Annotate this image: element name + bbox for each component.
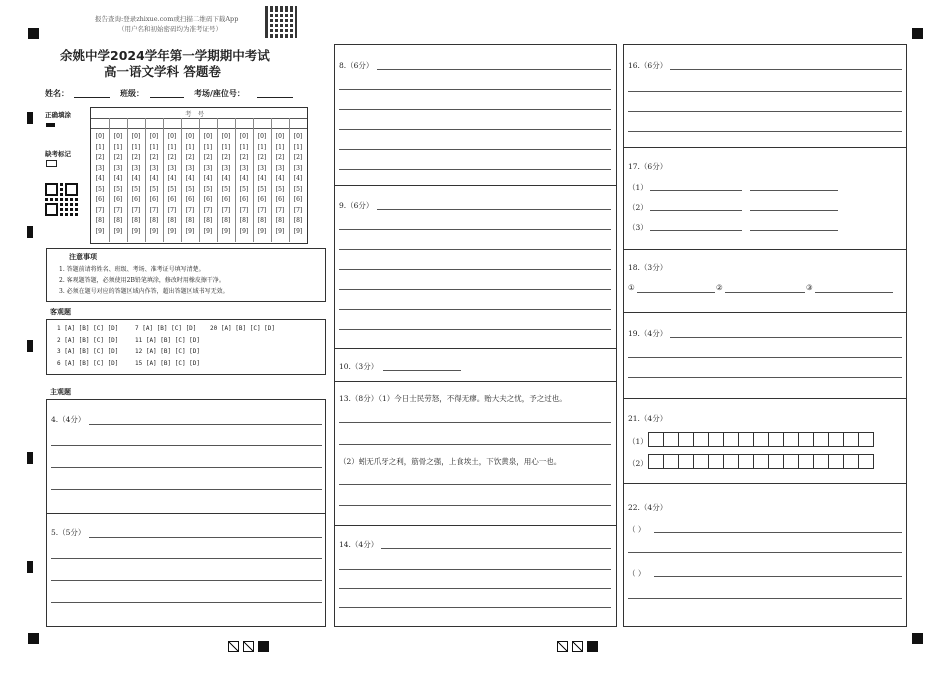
exam-number-digit-column[interactable]	[218, 132, 234, 237]
digit-bubble[interactable]: [9]	[167, 227, 177, 235]
character-cell[interactable]	[798, 432, 814, 447]
digit-bubble[interactable]: [8]	[203, 217, 213, 224]
digit-bubble[interactable]: [1]	[221, 143, 231, 151]
digit-bubble[interactable]: [9]	[131, 227, 141, 235]
answer-line[interactable]	[628, 552, 902, 553]
character-cell[interactable]	[723, 454, 739, 469]
digit-bubble[interactable]: [6]	[293, 196, 303, 203]
answer-box-q4	[46, 399, 326, 514]
character-cell[interactable]	[663, 432, 679, 447]
corner-marker-bottom-right	[912, 633, 923, 644]
note-item: 1. 答题前请将姓名、班级、考场、准考证号填写清楚。	[59, 266, 205, 273]
exam-number-digit-column[interactable]	[290, 132, 306, 237]
digit-bubble[interactable]: [1]	[113, 143, 123, 151]
corner-marker-top-right	[912, 28, 923, 39]
digit-bubble[interactable]: [5]	[113, 185, 123, 193]
digit-bubble[interactable]: [7]	[293, 206, 303, 214]
digit-bubble[interactable]: [2]	[131, 154, 141, 161]
answer-box-q21	[623, 398, 907, 484]
digit-bubble[interactable]: [0]	[167, 133, 177, 140]
digit-bubble[interactable]: [8]	[275, 217, 285, 224]
character-cell[interactable]	[693, 432, 709, 447]
digit-bubble[interactable]: [3]	[149, 164, 159, 172]
digit-bubble[interactable]: [6]	[113, 196, 123, 203]
digit-bubble[interactable]: [1]	[257, 143, 267, 151]
objective-section-title: 客观题	[50, 308, 71, 316]
answer-line[interactable]	[377, 69, 611, 70]
digit-bubble[interactable]: [6]	[185, 196, 195, 203]
digit-bubble[interactable]: [2]	[149, 154, 159, 161]
answer-line[interactable]	[383, 370, 461, 371]
answer-line[interactable]	[654, 532, 902, 533]
digit-bubble[interactable]: [5]	[149, 185, 159, 193]
choice-item[interactable]: 7 [A] [B] [C] [D]	[135, 325, 197, 332]
exam-number-digit-column[interactable]	[200, 132, 216, 237]
notes-box	[46, 248, 326, 302]
digit-bubble[interactable]: [5]	[293, 185, 303, 193]
digit-bubble[interactable]: [5]	[203, 185, 213, 193]
digit-bubble[interactable]: [9]	[149, 227, 159, 235]
digit-bubble[interactable]: [2]	[95, 154, 105, 161]
question-10-label: 10.（3分）	[339, 362, 379, 371]
answer-line[interactable]	[725, 292, 805, 293]
digit-bubble[interactable]: [2]	[167, 154, 177, 161]
digit-bubble[interactable]: [0]	[257, 133, 267, 140]
correct-fill-label: 正确填涂	[45, 111, 71, 119]
character-cell[interactable]	[753, 432, 769, 447]
question-17-sub-2: （2）	[628, 203, 648, 212]
character-cell[interactable]	[768, 432, 784, 447]
answer-line[interactable]	[628, 357, 902, 358]
digit-bubble[interactable]: [8]	[113, 217, 123, 224]
digit-bubble[interactable]: [3]	[131, 164, 141, 172]
digit-bubble[interactable]: [1]	[239, 143, 249, 151]
answer-line[interactable]	[339, 249, 611, 250]
digit-bubble[interactable]: [0]	[95, 133, 105, 140]
digit-bubble[interactable]: [3]	[275, 164, 285, 172]
question-13-part-2: （2）蚓无爪牙之利，筋骨之强，上食埃土，下饮黄泉，用心一也。	[339, 457, 562, 466]
answer-box-q13	[334, 381, 617, 526]
answer-line[interactable]	[339, 89, 611, 90]
objective-answers-box	[46, 319, 326, 375]
question-5-label: 5.（5分）	[51, 528, 86, 537]
character-cell[interactable]	[753, 454, 769, 469]
character-cell[interactable]	[663, 454, 679, 469]
digit-bubble[interactable]: [4]	[203, 175, 213, 182]
answer-line[interactable]	[339, 484, 611, 485]
answer-line[interactable]	[339, 169, 611, 170]
character-cell[interactable]	[738, 432, 754, 447]
answer-line[interactable]	[51, 602, 322, 603]
character-cell[interactable]	[708, 432, 724, 447]
digit-bubble[interactable]: [7]	[221, 206, 231, 214]
character-cell[interactable]	[738, 454, 754, 469]
digit-bubble[interactable]: [3]	[293, 164, 303, 172]
question-19-label: 19.（4分）	[628, 329, 668, 338]
character-cell[interactable]	[813, 432, 829, 447]
room-field-label: 考场/座位号：	[194, 89, 245, 98]
digit-bubble[interactable]: [4]	[275, 175, 285, 182]
note-item: 3. 必须在题号对应的答题区域内作答，超出答题区域书写无效。	[59, 288, 229, 295]
answer-box-q22	[623, 483, 907, 627]
digit-bubble[interactable]: [3]	[203, 164, 213, 172]
choice-item[interactable]: 1 [A] [B] [C] [D]	[57, 325, 119, 332]
digit-bubble[interactable]: [2]	[113, 154, 123, 161]
digit-bubble[interactable]: [4]	[95, 175, 105, 182]
answer-box-q8	[334, 44, 617, 186]
answer-box-q18	[623, 249, 907, 313]
digit-bubble[interactable]: [4]	[167, 175, 177, 182]
character-cell[interactable]	[783, 432, 799, 447]
question-21-label: 21.（4分）	[628, 414, 668, 423]
digit-bubble[interactable]: [0]	[185, 133, 195, 140]
answer-box-q16	[623, 44, 907, 148]
page-code-marks-2	[557, 636, 598, 655]
exam-number-digit-column[interactable]	[110, 132, 126, 237]
digit-bubble[interactable]: [6]	[221, 196, 231, 203]
digit-bubble[interactable]: [4]	[185, 175, 195, 182]
digit-bubble[interactable]: [4]	[257, 175, 267, 182]
answer-box-q14	[334, 525, 617, 627]
character-cell[interactable]	[828, 432, 844, 447]
digit-bubble[interactable]: [1]	[203, 143, 213, 151]
answer-line[interactable]	[339, 607, 611, 608]
answer-line[interactable]	[628, 91, 902, 92]
digit-bubble[interactable]: [2]	[203, 154, 213, 161]
question-8-label: 8.（6分）	[339, 61, 374, 70]
choice-item[interactable]: 20 [A] [B] [C] [D]	[210, 325, 276, 332]
answer-line[interactable]	[339, 329, 611, 330]
digit-bubble[interactable]: [0]	[293, 133, 303, 140]
digit-bubble[interactable]: [8]	[167, 217, 177, 224]
digit-bubble[interactable]: [6]	[167, 196, 177, 203]
exam-number-digit-column[interactable]	[92, 132, 108, 237]
digit-bubble[interactable]: [7]	[275, 206, 285, 214]
digit-bubble[interactable]: [5]	[221, 185, 231, 193]
digit-bubble[interactable]: [8]	[149, 217, 159, 224]
exam-number-digit-column[interactable]	[236, 132, 252, 237]
page-title: 余姚中学2024学年第一学期期中考试	[60, 48, 270, 63]
digit-bubble[interactable]: [5]	[257, 185, 267, 193]
digit-bubble[interactable]: [7]	[149, 206, 159, 214]
digit-bubble[interactable]: [8]	[293, 217, 303, 224]
answer-line[interactable]	[51, 489, 322, 490]
character-cell[interactable]	[678, 432, 694, 447]
exam-number-digit-column[interactable]	[182, 132, 198, 237]
question-18-sub-3: ③	[806, 283, 813, 292]
character-cell[interactable]	[798, 454, 814, 469]
digit-bubble[interactable]: [7]	[185, 206, 195, 214]
side-marker	[27, 112, 33, 124]
choice-item[interactable]: 15 [A] [B] [C] [D]	[135, 359, 201, 367]
answer-line[interactable]	[628, 131, 902, 132]
digit-bubble[interactable]: [4]	[221, 175, 231, 182]
digit-bubble[interactable]: [8]	[221, 217, 231, 224]
answer-line[interactable]	[339, 569, 611, 570]
digit-bubble[interactable]: [9]	[95, 227, 105, 235]
absent-mark-checkbox[interactable]	[46, 160, 57, 167]
answer-line[interactable]	[51, 445, 322, 446]
digit-bubble[interactable]: [6]	[203, 196, 213, 203]
class-field[interactable]	[150, 97, 184, 98]
corner-marker-top-left	[28, 28, 39, 39]
question-22-label: 22.（4分）	[628, 503, 668, 512]
question-21-sub-1: （1）	[628, 437, 648, 446]
digit-bubble[interactable]: [6]	[131, 196, 141, 203]
notice-line-1: 报告查询:登录zhixue.com或扫描二维码下载App	[95, 15, 239, 23]
answer-line[interactable]	[637, 292, 715, 293]
answer-box-q17	[623, 147, 907, 250]
answer-line[interactable]	[650, 210, 742, 211]
answer-box-q19	[623, 312, 907, 399]
answer-line[interactable]	[628, 377, 902, 378]
note-item: 2. 客观题答题，必须使用2B铅笔填涂，修改时用橡皮擦干净。	[59, 277, 225, 284]
digit-bubble[interactable]: [4]	[113, 175, 123, 182]
digit-bubble[interactable]: [5]	[131, 185, 141, 193]
digit-bubble[interactable]: [3]	[167, 164, 177, 172]
answer-line[interactable]	[815, 292, 893, 293]
answer-line[interactable]	[339, 269, 611, 270]
exam-number-grid	[90, 107, 308, 244]
answer-line[interactable]	[339, 444, 611, 445]
question-4-label: 4.（4分）	[51, 415, 86, 424]
digit-bubble[interactable]: [7]	[95, 206, 105, 214]
digit-bubble[interactable]: [0]	[275, 133, 285, 140]
answer-line[interactable]	[654, 576, 902, 577]
digit-bubble[interactable]: [2]	[239, 154, 249, 161]
answer-line[interactable]	[89, 537, 322, 538]
digit-bubble[interactable]: [3]	[113, 164, 123, 172]
digit-bubble[interactable]: [0]	[113, 133, 123, 140]
digit-bubble[interactable]: [8]	[95, 217, 105, 224]
question-17-sub-3: （3）	[628, 223, 648, 232]
answer-line[interactable]	[339, 505, 611, 506]
character-cell[interactable]	[843, 432, 859, 447]
question-17-label: 17.（6分）	[628, 162, 668, 171]
digit-bubble[interactable]: [6]	[275, 196, 285, 203]
answer-box-q5	[46, 513, 326, 627]
character-cell[interactable]	[768, 454, 784, 469]
digit-bubble[interactable]: [8]	[257, 217, 267, 224]
answer-line[interactable]	[339, 229, 611, 230]
digit-bubble[interactable]: [9]	[239, 227, 249, 235]
digit-bubble[interactable]: [9]	[113, 227, 123, 235]
choice-item[interactable]: 11 [A] [B] [C] [D]	[135, 336, 201, 344]
choice-item[interactable]: 2 [A] [B] [C] [D]	[57, 336, 119, 344]
digit-bubble[interactable]: [9]	[203, 227, 213, 235]
answer-line[interactable]	[750, 210, 838, 211]
class-field-label: 班级：	[120, 89, 144, 98]
answer-line[interactable]	[377, 209, 611, 210]
answer-line[interactable]	[339, 422, 611, 423]
digit-bubble[interactable]: [1]	[95, 143, 105, 151]
digit-bubble[interactable]: [7]	[167, 206, 177, 214]
character-cell[interactable]	[858, 454, 874, 469]
correct-fill-example	[46, 123, 55, 127]
name-field[interactable]	[74, 97, 110, 98]
answer-line[interactable]	[89, 424, 322, 425]
answer-box-q10	[334, 348, 617, 382]
subjective-section-title: 主观题	[50, 388, 71, 396]
exam-number-digit-column[interactable]	[164, 132, 180, 237]
digit-bubble[interactable]: [3]	[257, 164, 267, 172]
digit-bubble[interactable]: [2]	[257, 154, 267, 161]
digit-bubble[interactable]: [7]	[113, 206, 123, 214]
character-grid-row-1[interactable]	[648, 432, 873, 447]
corner-marker-bottom-left	[28, 633, 39, 644]
character-cell[interactable]	[678, 454, 694, 469]
digit-bubble[interactable]: [1]	[167, 143, 177, 151]
page-subtitle: 高一语文学科 答题卷	[104, 64, 221, 79]
answer-line[interactable]	[339, 588, 611, 589]
digit-bubble[interactable]: [3]	[221, 164, 231, 172]
digit-bubble[interactable]: [0]	[221, 133, 231, 140]
digit-bubble[interactable]: [7]	[131, 206, 141, 214]
character-cell[interactable]	[843, 454, 859, 469]
page-code-marks-1	[228, 636, 269, 655]
digit-bubble[interactable]: [6]	[257, 196, 267, 203]
digit-bubble[interactable]: [9]	[185, 227, 195, 235]
answer-line[interactable]	[381, 548, 611, 549]
side-marker	[27, 340, 33, 352]
answer-line[interactable]	[650, 230, 742, 231]
character-cell[interactable]	[648, 432, 664, 447]
room-field[interactable]	[257, 97, 293, 98]
question-18-sub-1: ①	[628, 283, 635, 292]
question-18-sub-2: ②	[716, 283, 723, 292]
character-cell[interactable]	[648, 454, 664, 469]
digit-bubble[interactable]: [5]	[239, 185, 249, 193]
choice-item[interactable]: 3 [A] [B] [C] [D]	[57, 348, 119, 355]
digit-bubble[interactable]: [7]	[203, 206, 213, 214]
absent-mark-label: 缺考标记	[45, 150, 71, 158]
answer-line[interactable]	[339, 309, 611, 310]
answer-line[interactable]	[339, 109, 611, 110]
digit-bubble[interactable]: [2]	[185, 154, 195, 161]
digit-bubble[interactable]: [7]	[257, 206, 267, 214]
character-cell[interactable]	[813, 454, 829, 469]
digit-bubble[interactable]: [5]	[95, 185, 105, 193]
digit-bubble[interactable]: [9]	[221, 227, 231, 235]
answer-line[interactable]	[670, 337, 902, 338]
exam-number-digit-column[interactable]	[272, 132, 288, 237]
digit-bubble[interactable]: [1]	[293, 143, 303, 151]
character-cell[interactable]	[858, 432, 874, 447]
name-field-label: 姓名：	[45, 89, 69, 98]
digit-bubble[interactable]: [7]	[239, 206, 249, 214]
question-21-sub-2: （2）	[628, 459, 648, 468]
digit-bubble[interactable]: [1]	[131, 143, 141, 151]
question-9-label: 9.（6分）	[339, 201, 374, 210]
question-22-sub-1: （ ）	[628, 525, 646, 534]
digit-bubble[interactable]: [8]	[239, 217, 249, 224]
question-13-label: 13.（8分）（1）今日士民劳怒，不得无瘳。贻大夫之忧，予之过也。	[339, 394, 567, 403]
digit-bubble[interactable]: [6]	[239, 196, 249, 203]
question-22-sub-2: （ ）	[628, 569, 646, 578]
digit-bubble[interactable]: [3]	[185, 164, 195, 172]
digit-bubble[interactable]: [0]	[239, 133, 249, 140]
character-cell[interactable]	[828, 454, 844, 469]
answer-line[interactable]	[628, 111, 902, 112]
choice-item[interactable]: 12 [A] [B] [C] [D]	[135, 348, 201, 355]
digit-bubble[interactable]: [0]	[131, 133, 141, 140]
answer-line[interactable]	[750, 230, 838, 231]
question-17-sub-1: （1）	[628, 183, 648, 192]
exam-number-digit-column[interactable]	[146, 132, 162, 237]
digit-bubble[interactable]: [9]	[257, 227, 267, 235]
digit-bubble[interactable]: [5]	[185, 185, 195, 193]
digit-bubble[interactable]: [9]	[293, 227, 303, 235]
question-14-label: 14.（4分）	[339, 540, 379, 549]
notice-line-2: （用户名和初始密码均为准考证号）	[118, 25, 222, 33]
digit-bubble[interactable]: [3]	[95, 164, 105, 172]
digit-bubble[interactable]: [5]	[167, 185, 177, 193]
digit-bubble[interactable]: [0]	[149, 133, 159, 140]
digit-bubble[interactable]: [2]	[293, 154, 303, 161]
exam-number-digit-column[interactable]	[254, 132, 270, 237]
digit-bubble[interactable]: [3]	[239, 164, 249, 172]
answer-line[interactable]	[51, 467, 322, 468]
digit-bubble[interactable]: [0]	[203, 133, 213, 140]
exam-number-digit-column[interactable]	[128, 132, 144, 237]
qr-code-icon	[265, 6, 297, 38]
side-marker	[27, 452, 33, 464]
answer-line[interactable]	[750, 190, 838, 191]
student-qr-code-icon	[45, 183, 78, 216]
digit-bubble[interactable]: [6]	[149, 196, 159, 203]
character-cell[interactable]	[708, 454, 724, 469]
character-cell[interactable]	[693, 454, 709, 469]
digit-bubble[interactable]: [9]	[275, 227, 285, 235]
answer-line[interactable]	[51, 558, 322, 559]
answer-line[interactable]	[339, 129, 611, 130]
answer-line[interactable]	[339, 289, 611, 290]
digit-bubble[interactable]: [4]	[149, 175, 159, 182]
question-16-label: 16.（6分）	[628, 61, 668, 70]
digit-bubble[interactable]: [8]	[131, 217, 141, 224]
answer-line[interactable]	[650, 190, 742, 191]
answer-line[interactable]	[339, 149, 611, 150]
digit-bubble[interactable]: [6]	[95, 196, 105, 203]
digit-bubble[interactable]: [1]	[149, 143, 159, 151]
digit-bubble[interactable]: [1]	[275, 143, 285, 151]
digit-bubble[interactable]: [4]	[293, 175, 303, 182]
answer-box-q9	[334, 185, 617, 349]
notes-title: 注意事项	[69, 253, 97, 261]
digit-bubble[interactable]: [5]	[275, 185, 285, 193]
digit-bubble[interactable]: [1]	[185, 143, 195, 151]
digit-bubble[interactable]: [8]	[185, 217, 195, 224]
question-18-label: 18.（3分）	[628, 263, 668, 272]
character-cell[interactable]	[723, 432, 739, 447]
character-grid-row-2[interactable]	[648, 454, 873, 469]
character-cell[interactable]	[783, 454, 799, 469]
digit-bubble[interactable]: [4]	[131, 175, 141, 182]
answer-line[interactable]	[628, 598, 902, 599]
side-marker	[27, 561, 33, 573]
digit-bubble[interactable]: [4]	[239, 175, 249, 182]
answer-line[interactable]	[670, 69, 902, 70]
exam-number-header: 考 号	[185, 110, 207, 118]
digit-bubble[interactable]: [2]	[275, 154, 285, 161]
choice-item[interactable]: 6 [A] [B] [C] [D]	[57, 359, 119, 367]
digit-bubble[interactable]: [2]	[221, 154, 231, 161]
side-marker	[27, 226, 33, 238]
answer-line[interactable]	[51, 580, 322, 581]
